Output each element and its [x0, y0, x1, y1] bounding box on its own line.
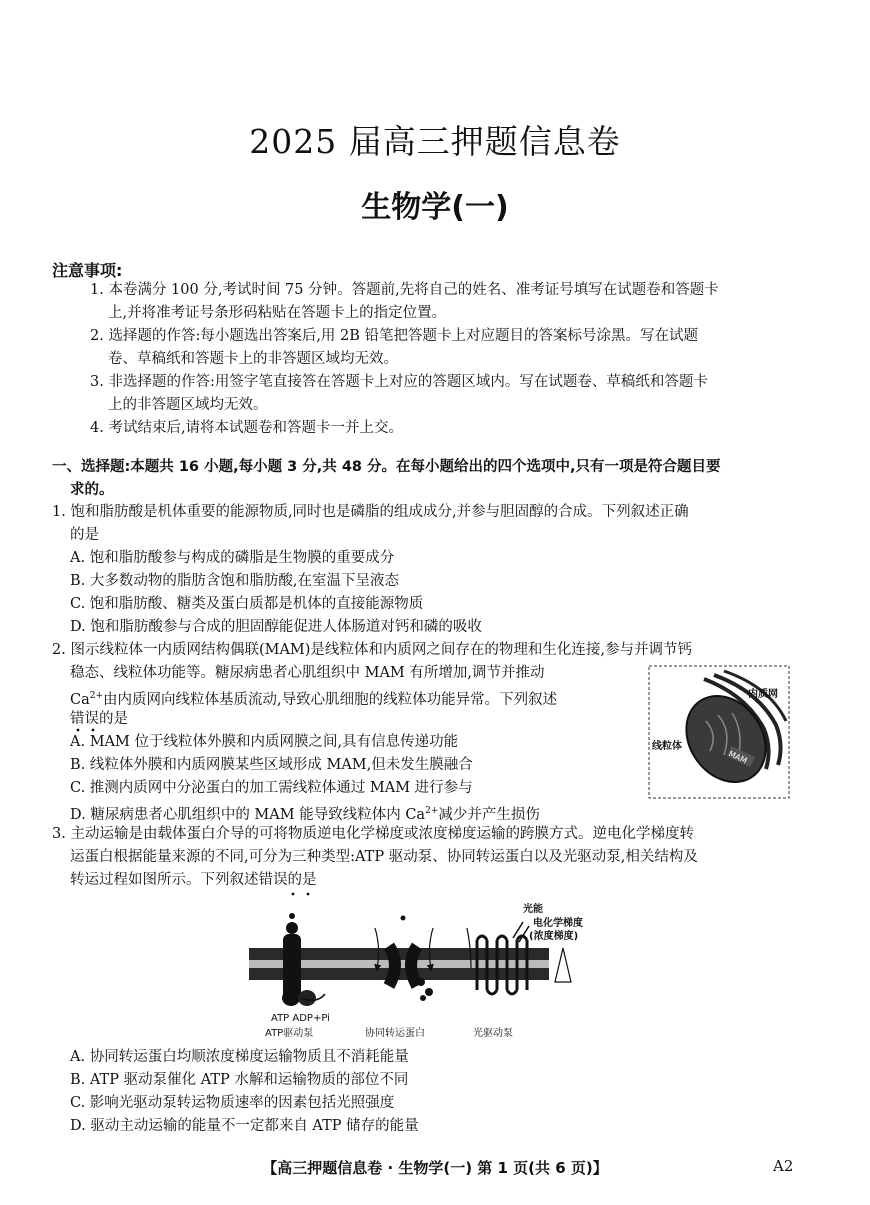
label-er: 内质网 [748, 689, 778, 700]
q1-stem-cont: 的是 [70, 527, 99, 543]
q2-option-d-charge: 2+ [425, 806, 439, 816]
q2-stem-cont: 稳态、线粒体功能等。糖尿病患者心肌组织中 MAM 有所增加,调节并推动 [70, 665, 545, 681]
q2-stem-cont2 [70, 685, 557, 711]
q2-option-a: A. MAM 位于线粒体外膜和内质网膜之间,具有信息传递功能 [70, 734, 459, 750]
page-footer: 【高三押题信息卷 · 生物学(一) 第 1 页(共 6 页)】 [262, 1159, 608, 1177]
q2-stem-cont3: 错误的是 [70, 711, 128, 727]
active-transport-diagram [245, 898, 605, 1043]
q2-option-c: C. 推测内质网中分泌蛋白的加工需线粒体通过 MAM 进行参与 [70, 780, 473, 796]
page-subtitle: 生物学(一) [361, 190, 509, 225]
label-mam: MAM [727, 749, 749, 766]
q3-stem: 3. 主动运输是由载体蛋白介导的可将物质逆电化学梯度或浓度梯度运输的跨膜方式。逆电化学梯度转 [52, 826, 694, 842]
q2-figure [648, 665, 790, 799]
section-heading: 一、选择题:本题共 16 小题,每小题 3 分,共 48 分。在每小题给出的四个选项中,只有一项是符合题目要 [52, 459, 721, 475]
q3-option-b: B. ATP 驱动泵催化 ATP 水解和运输物质的部位不同 [70, 1072, 409, 1088]
emphasis-dots [70, 719, 78, 727]
q2-ca-charge: 2+ [89, 691, 104, 701]
label-light: 光能 [523, 904, 543, 915]
q2-option-d-text2: 减少并产生损伤 [438, 806, 540, 823]
label-light-pump: 光驱动泵 [473, 1028, 513, 1039]
q3-option-d: D. 驱动主动运输的能量不一定都来自 ATP 储存的能量 [70, 1118, 419, 1134]
emphasis-dots-svg [285, 890, 325, 898]
notice-line: 1. 本卷满分 100 分,考试时间 75 分钟。答题前,先将自己的姓名、准考证号填写在试题卷和答题卡 [90, 282, 719, 298]
label-mitochondria: 线粒体 [652, 741, 682, 752]
q1-option-c: C. 饱和脂肪酸、糖类及蛋白质都是机体的直接能源物质 [70, 596, 424, 612]
mitochondria-er-diagram [648, 665, 790, 799]
notice-line: 2. 选择题的作答:每小题选出答案后,用 2B 铅笔把答题卡上对应题目的答案标号涂黑。写在试题 [90, 328, 699, 344]
label-cotransporter: 协同转运蛋白 [365, 1028, 425, 1039]
q3-option-c: C. 影响光驱动泵转运物质速率的因素包括光照强度 [70, 1095, 395, 1111]
notice-line: 3. 非选择题的作答:用签字笔直接答在答题卡上对应的答题区域内。写在试题卷、草稿纸和答题卡 [90, 374, 708, 390]
notice-line: 上,并将准考证号条形码粘贴在答题卡上的指定位置。 [108, 305, 447, 321]
q2-stem-text: 由内质网向线粒体基质流动,导致心肌细胞的线粒体功能异常。下列叙述 [103, 691, 558, 708]
q3-stem-cont2: 转运过程如图所示。下列叙述错误的是 [70, 872, 317, 888]
label-gradient: 电化学梯度 [533, 918, 583, 929]
q2-option-d-text: D. 糖尿病患者心肌组织中的 MAM 能导致线粒体内 Ca [70, 806, 426, 823]
paper-code: A2 [773, 1157, 794, 1175]
q2-stem: 2. 图示线粒体一内质网结构偶联(MAM)是线粒体和内质网之间存在的物理和生化连接,参与并调节钙 [52, 642, 693, 658]
q1-option-a: A. 饱和脂肪酸参与构成的磷脂是生物膜的重要成分 [70, 550, 395, 566]
label-gradient-paren: (浓度梯度) [529, 931, 579, 942]
q2-option-b: B. 线粒体外膜和内质网膜某些区域形成 MAM,但未发生膜融合 [70, 757, 473, 773]
notice-line: 卷、草稿纸和答题卡上的非答题区域均无效。 [108, 351, 398, 367]
q3-option-a: A. 协同转运蛋白均顺浓度梯度运输物质且不消耗能量 [70, 1049, 409, 1065]
q3-figure [245, 898, 605, 1043]
label-atp-pump: ATP驱动泵 [265, 1028, 314, 1039]
notice-heading: 注意事项: [52, 261, 123, 280]
q3-stem-cont: 运蛋白根据能量来源的不同,可分为三种类型:ATP 驱动泵、协同转运蛋白以及光驱动泵,相关结构及 [70, 849, 698, 865]
notice-line: 4. 考试结束后,请将本试题卷和答题卡一并上交。 [90, 420, 404, 436]
page-title: 2025 届高三押题信息卷 [249, 122, 621, 161]
notice-line: 上的非答题区域均无效。 [108, 397, 268, 413]
label-atp: ATP ADP+Pi [271, 1013, 330, 1024]
q1-option-d: D. 饱和脂肪酸参与合成的胆固醇能促进人体肠道对钙和磷的吸收 [70, 619, 482, 635]
q1-option-b: B. 大多数动物的脂肪含饱和脂肪酸,在室温下呈液态 [70, 573, 399, 589]
q2-ca-symbol: Ca [70, 691, 90, 708]
section-heading-cont: 求的。 [70, 482, 114, 498]
q1-stem: 1. 饱和脂肪酸是机体重要的能源物质,同时也是磷脂的组成成分,并参与胆固醇的合成。下列叙述正确 [52, 504, 689, 520]
